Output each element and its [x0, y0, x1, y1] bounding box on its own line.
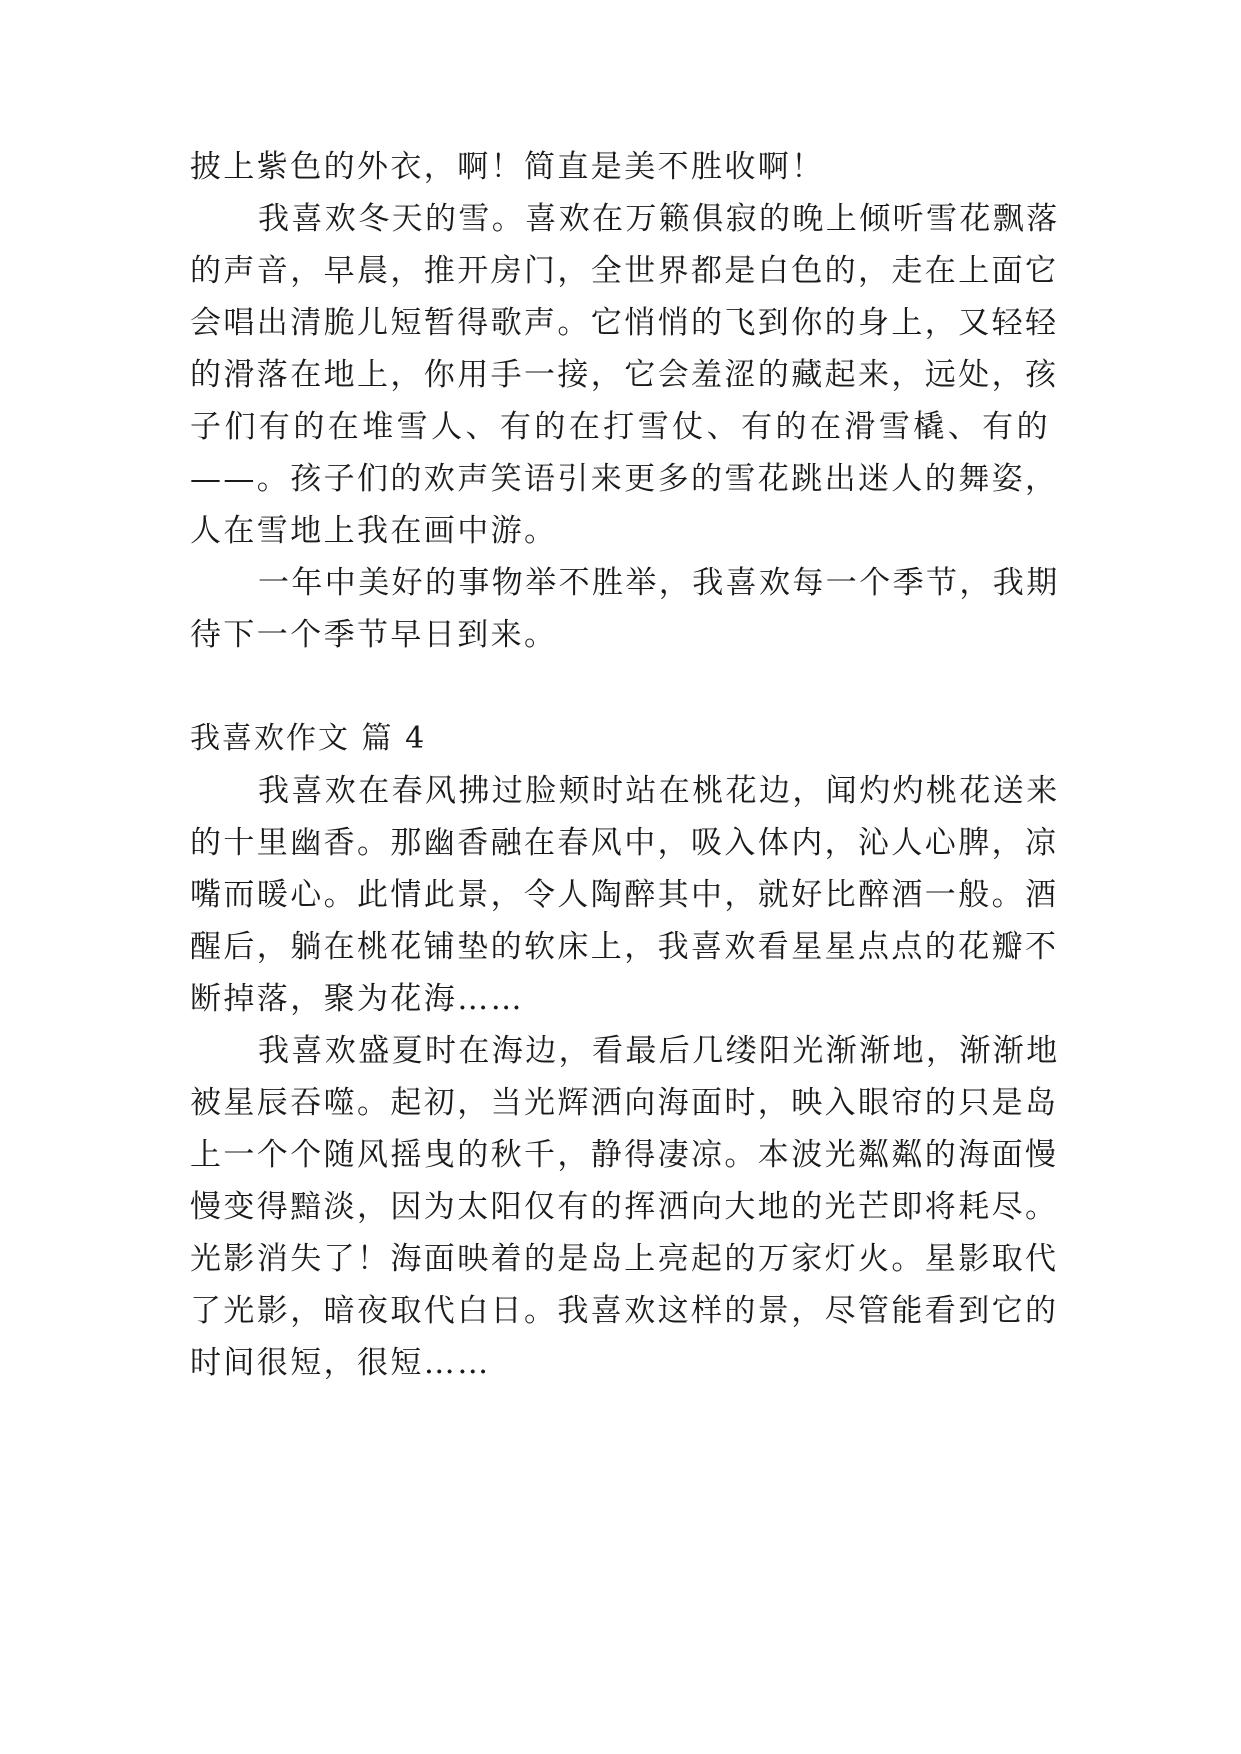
paragraph-line: 我喜欢盛夏时在海边，看最后几缕阳光渐渐地，渐渐地 — [258, 1033, 1060, 1069]
paragraph-line: 人在雪地上我在画中游。 — [190, 513, 558, 549]
paragraph-line: 我喜欢冬天的雪。喜欢在万籁俱寂的晚上倾听雪花飘落 — [258, 201, 1060, 237]
paragraph-line: ——。孩子们的欢声笑语引来更多的雪花跳出迷人的舞姿， — [190, 461, 1059, 497]
paragraph-line: 断掉落，聚为花海…… — [190, 981, 524, 1017]
paragraph-line: 会唱出清脆儿短暂得歌声。它悄悄的飞到你的身上，又轻轻 — [190, 305, 1059, 341]
paragraph-line: 慢变得黯淡，因为太阳仅有的挥洒向大地的光芒即将耗尽。 — [190, 1189, 1059, 1225]
paragraph-line: 一年中美好的事物举不胜举，我喜欢每一个季节，我期 — [258, 565, 1060, 601]
paragraph-line: 被星辰吞噬。起初，当光辉洒向海面时，映入眼帘的只是岛 — [190, 1085, 1059, 1121]
paragraph-line: 的十里幽香。那幽香融在春风中，吸入体内，沁人心脾，凉 — [190, 825, 1059, 861]
paragraph-line: 了光影，暗夜取代白日。我喜欢这样的景，尽管能看到它的 — [190, 1293, 1059, 1329]
paragraph-line: 醒后，躺在桃花铺垫的软床上，我喜欢看星星点点的花瓣不 — [190, 929, 1059, 965]
paragraph-line: 披上紫色的外衣，啊！简直是美不胜收啊！ — [190, 149, 825, 185]
paragraph-line: 光影消失了！海面映着的是岛上亮起的万家灯火。星影取代 — [190, 1241, 1059, 1277]
paragraph-line: 的滑落在地上，你用手一接，它会羞涩的藏起来，远处，孩 — [190, 357, 1059, 393]
paragraph-line: 的声音，早晨，推开房门，全世界都是白色的，走在上面它 — [190, 253, 1059, 289]
paragraph-line: 时间很短，很短…… — [190, 1345, 491, 1381]
paragraph-line: 子们有的在堆雪人、有的在打雪仗、有的在滑雪橇、有的 — [190, 409, 1050, 445]
section-heading: 我喜欢作文 篇 4 — [190, 721, 427, 756]
paragraph-line: 嘴而暖心。此情此景，令人陶醉其中，就好比醉酒一般。酒 — [190, 877, 1059, 913]
paragraph-line: 我喜欢在春风拂过脸颊时站在桃花边，闻灼灼桃花送来 — [258, 773, 1060, 809]
paragraph-line: 上一个个随风摇曳的秋千，静得凄凉。本波光粼粼的海面慢 — [190, 1137, 1059, 1173]
paragraph-line: 待下一个季节早日到来。 — [190, 617, 558, 653]
